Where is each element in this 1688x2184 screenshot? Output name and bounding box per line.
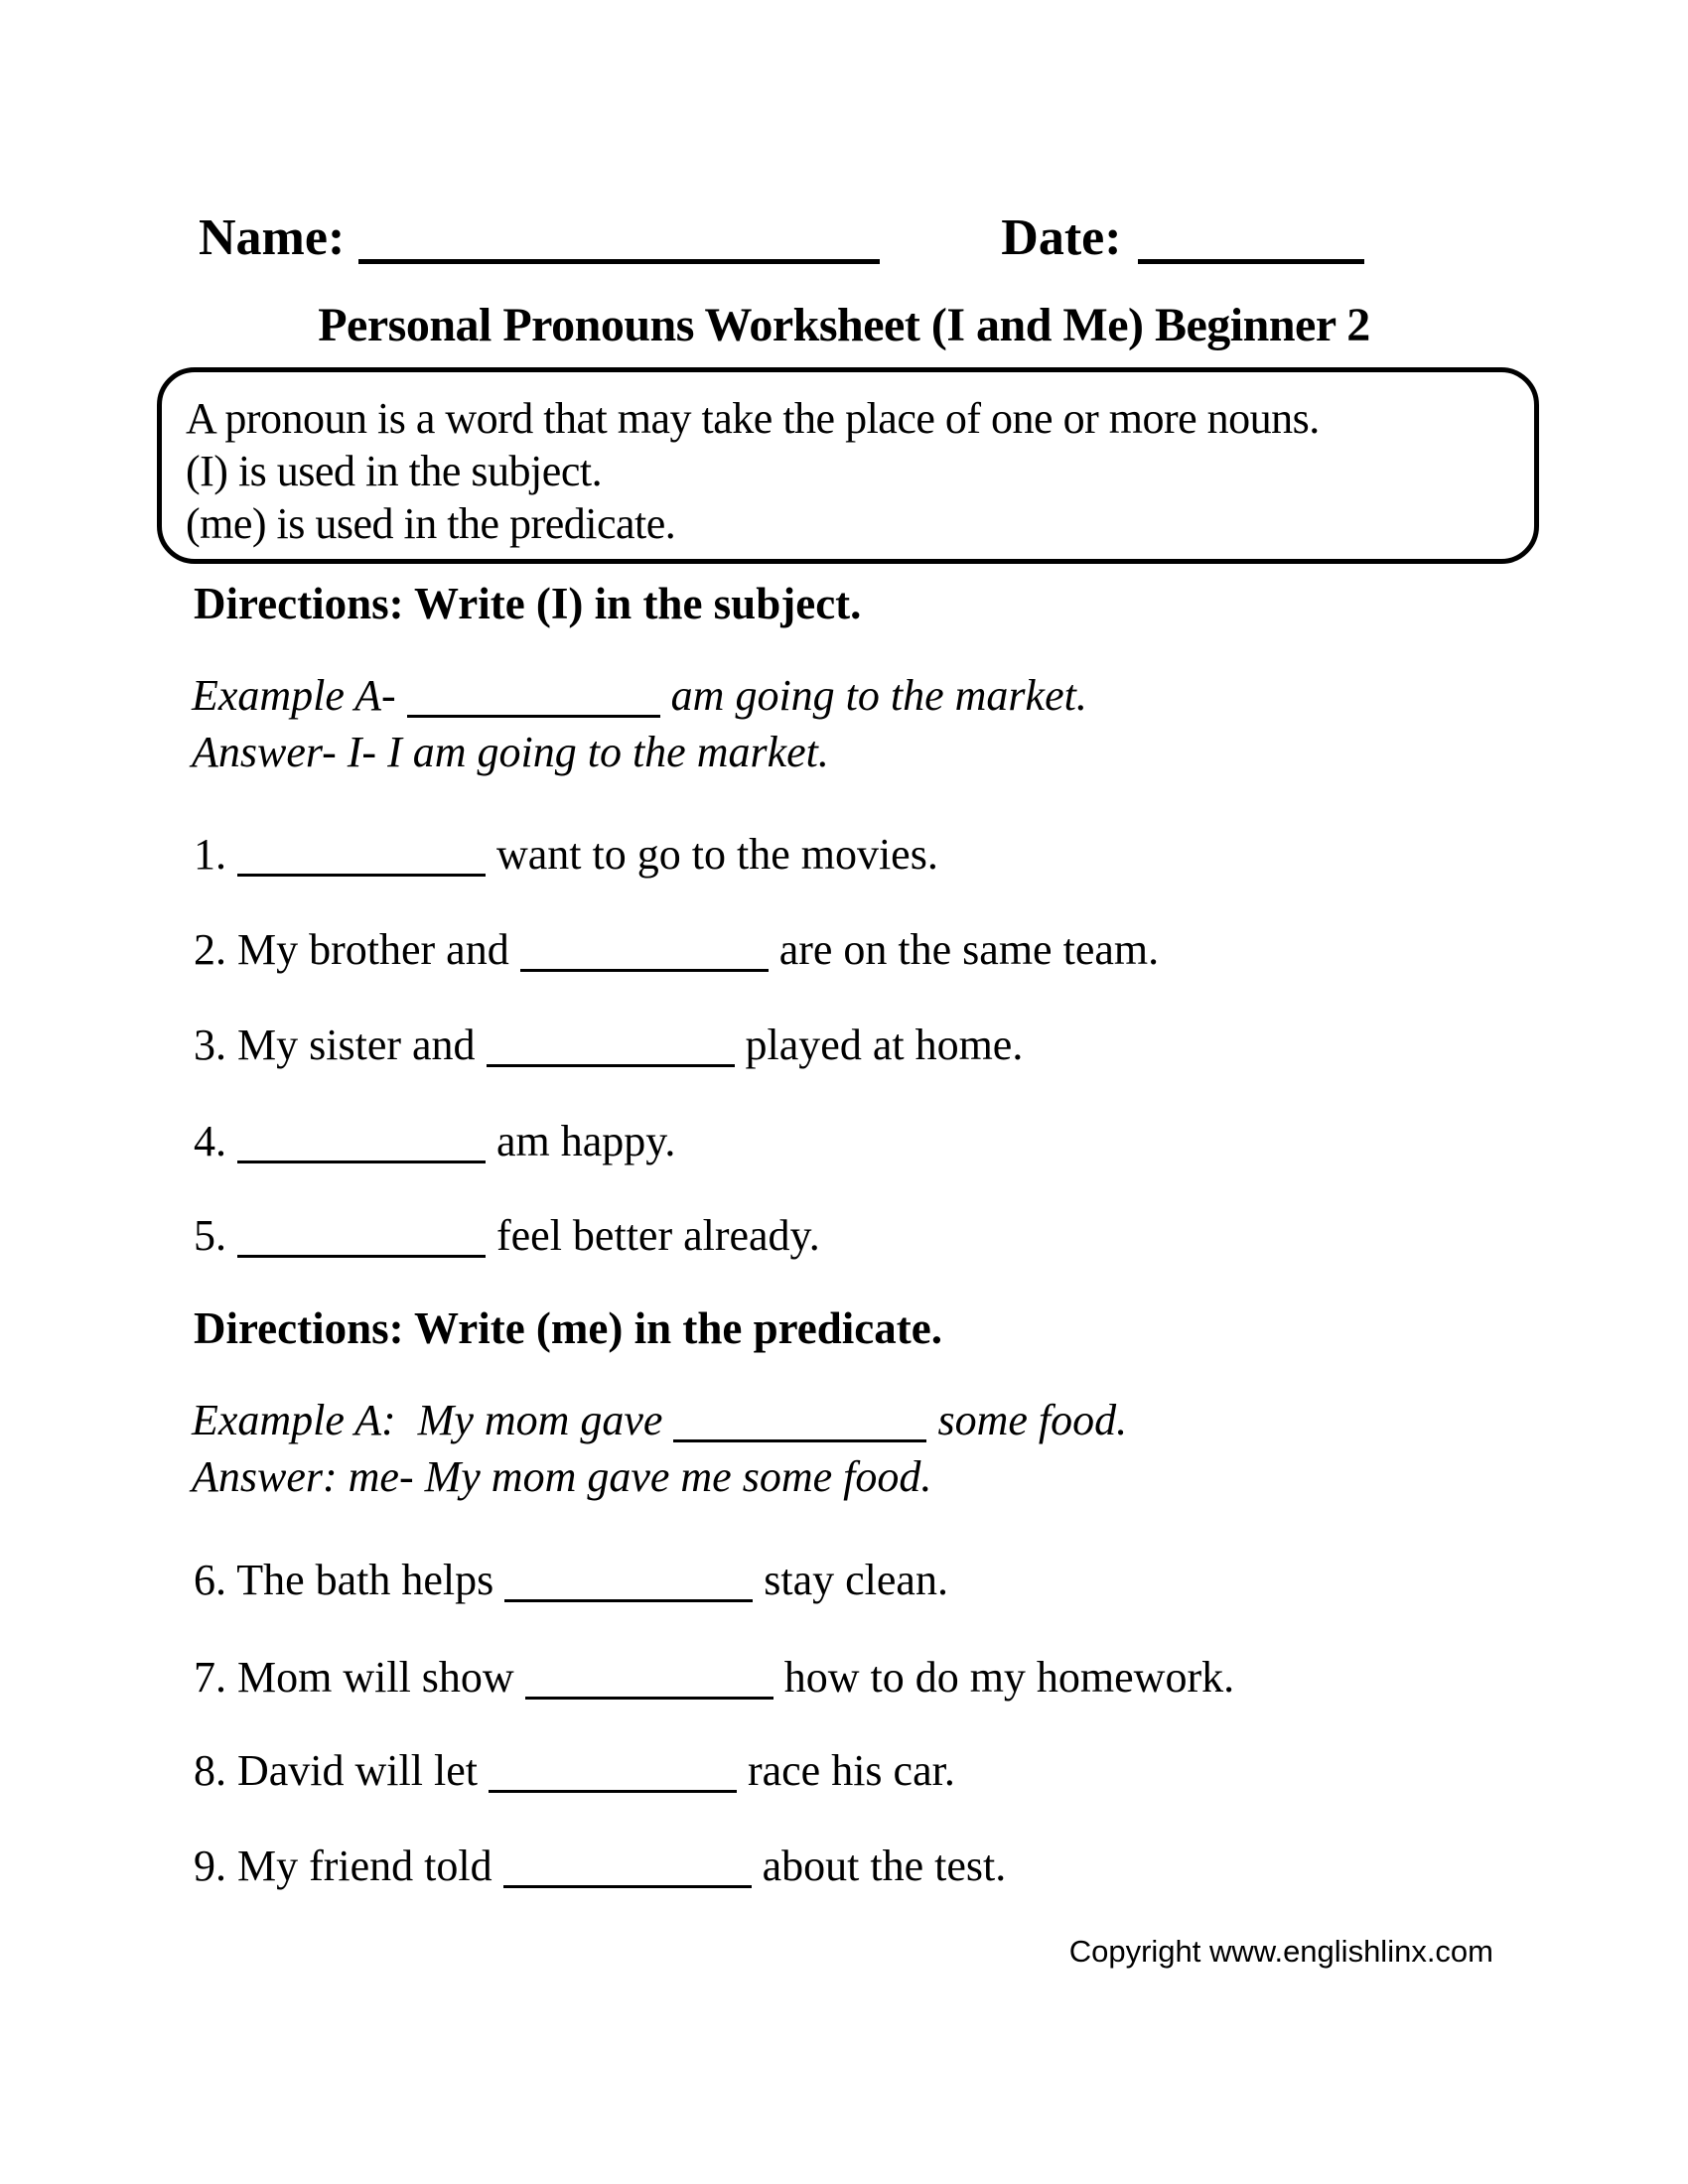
worksheet-item-4	[194, 1116, 675, 1166]
fill-in-blank	[237, 874, 486, 877]
fill-in-blank	[520, 969, 769, 972]
item-pre-text: My friend told	[237, 1842, 492, 1890]
definition-line-2: (I) is used in the subject.	[186, 447, 603, 495]
fill-in-blank	[487, 1064, 735, 1067]
copyright-text: Copyright www.englishlinx.com	[1068, 1934, 1493, 1969]
fill-in-blank	[237, 1255, 486, 1258]
date-label: Date:	[1001, 209, 1122, 266]
item-post-text: want to go to the movies.	[496, 830, 938, 879]
item-number: 3.	[194, 1021, 226, 1069]
item-post-text: about the test.	[762, 1842, 1007, 1890]
example-line	[192, 1392, 1127, 1448]
definition-line-3: (me) is used in the predicate.	[186, 499, 676, 548]
item-pre-text: David will let	[237, 1746, 478, 1795]
item-post-text: how to do my homework.	[783, 1653, 1235, 1702]
example-answer-line: Answer- I- I am going to the market.	[192, 728, 829, 776]
item-pre-text: The bath helps	[236, 1556, 494, 1604]
example-pre-text: Example A-	[192, 671, 396, 720]
worksheet-item-7	[194, 1652, 1234, 1703]
worksheet-item-2	[194, 924, 1159, 975]
item-number: 5.	[194, 1211, 226, 1260]
fill-in-blank	[673, 1439, 926, 1442]
item-number: 4.	[194, 1117, 226, 1165]
item-post-text: played at home.	[745, 1021, 1024, 1069]
item-pre-text: My brother and	[237, 925, 509, 974]
fill-in-blank	[237, 1160, 486, 1163]
date-blank-line	[1138, 259, 1364, 264]
example-section-1	[192, 667, 1087, 780]
item-number: 2.	[194, 925, 226, 974]
worksheet-item-6	[194, 1555, 948, 1605]
example-pre-text: Example A: My mom gave	[192, 1396, 663, 1444]
example-post-text: some food.	[937, 1396, 1128, 1444]
item-post-text: am happy.	[496, 1117, 676, 1165]
example-answer-line: Answer: me- My mom gave me some food.	[192, 1452, 932, 1501]
name-blank-line	[358, 259, 880, 264]
worksheet-item-5	[194, 1210, 820, 1261]
item-pre-text: My sister and	[237, 1021, 476, 1069]
header-row	[199, 208, 1489, 267]
example-post-text: am going to the market.	[670, 671, 1087, 720]
definition-line-1: A pronoun is a word that may take the place of one or more nouns.	[186, 394, 1320, 443]
page-title: Personal Pronouns Worksheet (I and Me) Beginner 2	[318, 299, 1370, 351]
example-line	[192, 667, 1087, 724]
item-post-text: are on the same team.	[778, 925, 1160, 974]
worksheet-item-3	[194, 1020, 1023, 1070]
item-post-text: feel better already.	[496, 1211, 820, 1260]
fill-in-blank	[489, 1790, 737, 1793]
item-post-text: stay clean.	[764, 1556, 948, 1604]
example-section-2	[192, 1392, 1127, 1505]
worksheet-item-8	[194, 1745, 955, 1796]
directions-section-1: Directions: Write (I) in the subject.	[194, 579, 862, 628]
fill-in-blank	[503, 1885, 752, 1888]
item-pre-text: Mom will show	[237, 1653, 514, 1702]
item-post-text: race his car.	[747, 1746, 955, 1795]
item-number: 8.	[194, 1746, 226, 1795]
worksheet-item-9	[194, 1841, 1006, 1891]
fill-in-blank	[525, 1697, 774, 1700]
item-number: 7.	[194, 1653, 226, 1702]
item-number: 6.	[194, 1556, 226, 1604]
item-number: 9.	[194, 1842, 226, 1890]
name-label: Name:	[199, 209, 346, 266]
fill-in-blank	[504, 1599, 753, 1602]
worksheet-item-1	[194, 829, 938, 880]
fill-in-blank	[407, 715, 660, 718]
item-number: 1.	[194, 830, 226, 879]
directions-section-2: Directions: Write (me) in the predicate.	[194, 1303, 942, 1353]
pronoun-definition-box	[157, 367, 1539, 564]
